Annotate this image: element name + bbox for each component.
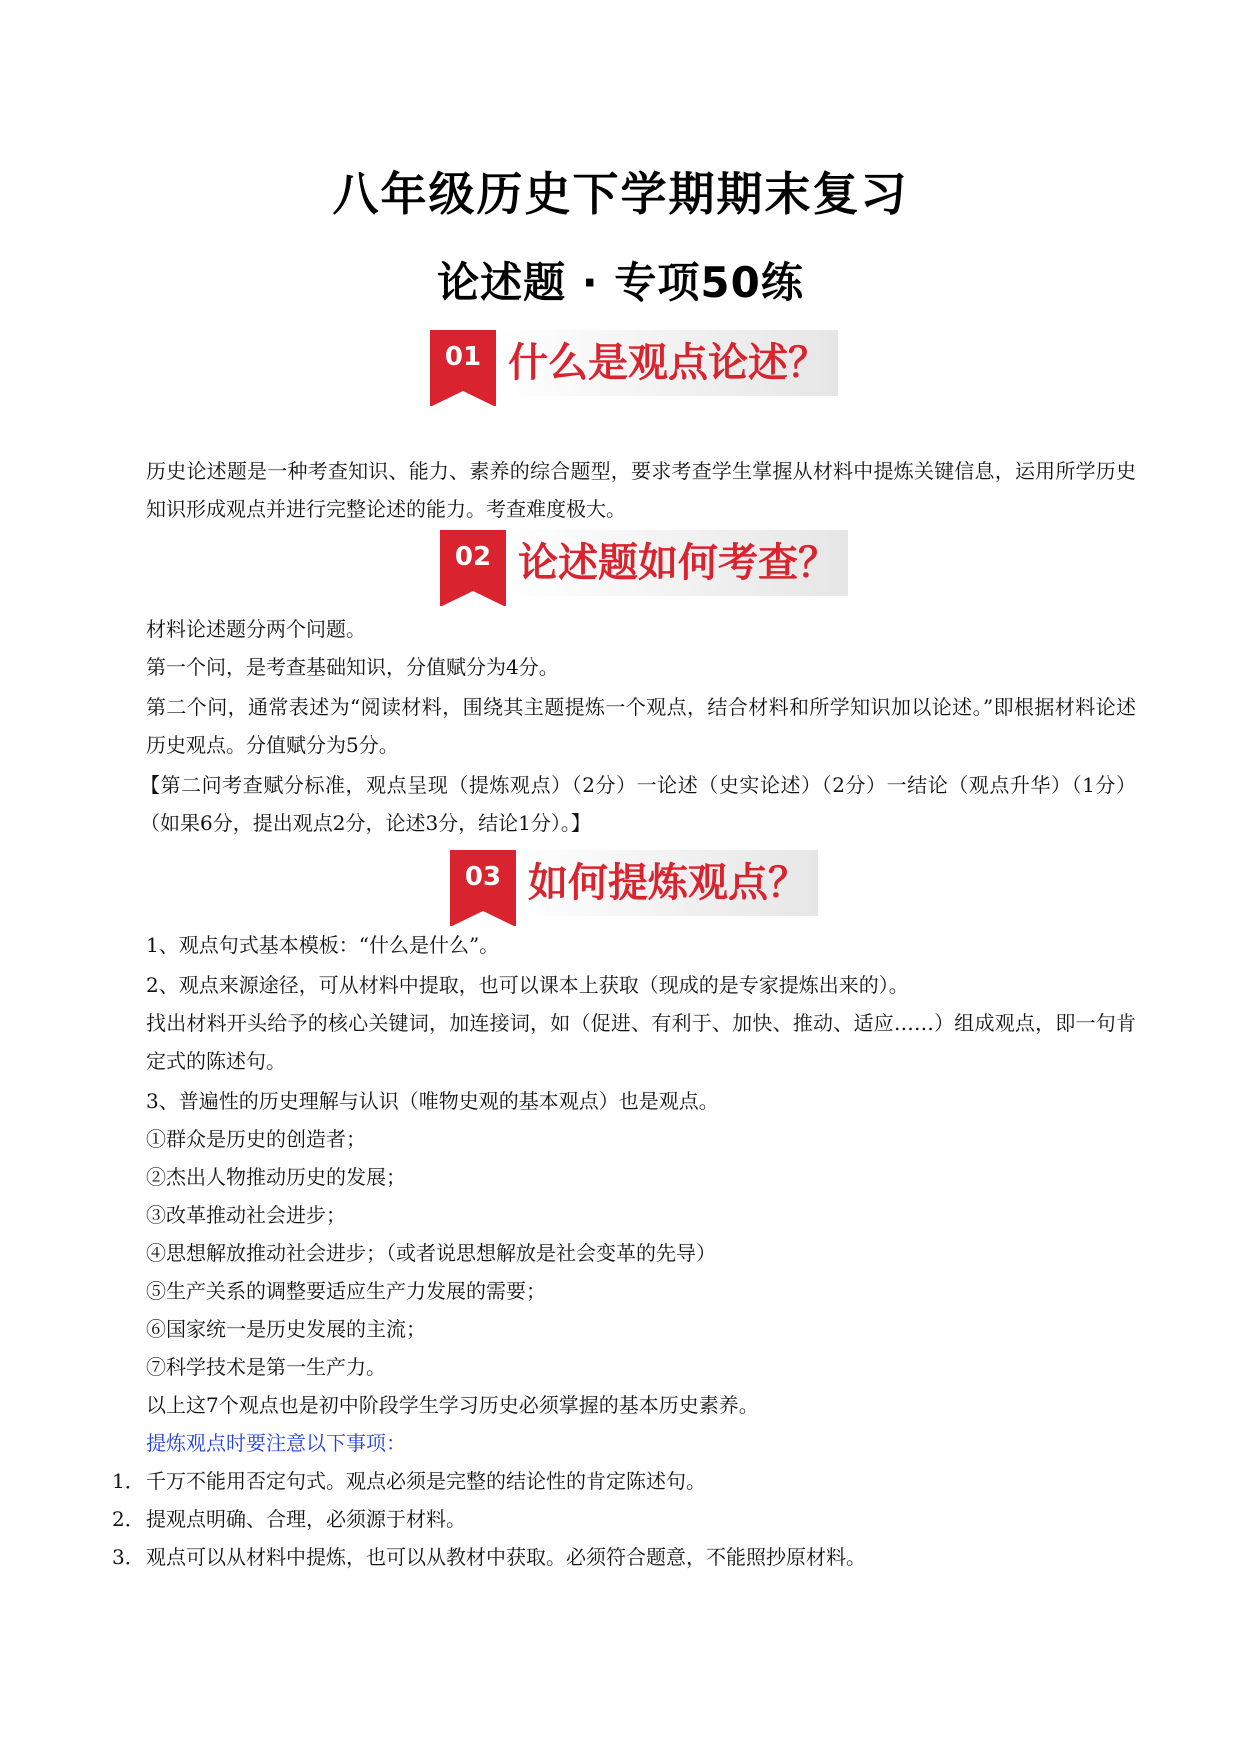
section-heading: 如何提炼观点？ bbox=[516, 850, 818, 916]
section-number: 03 bbox=[464, 862, 502, 892]
viewpoint-item: ②杰出人物推动历史的发展； bbox=[146, 1165, 406, 1189]
section-heading: 论述题如何考查？ bbox=[506, 530, 848, 596]
section-number: 02 bbox=[454, 542, 492, 572]
viewpoint-item: ⑦科学技术是第一生产力。 bbox=[146, 1355, 386, 1379]
viewpoint-item: ①群众是历史的创造者； bbox=[146, 1127, 366, 1151]
note-text: 观点可以从材料中提炼，也可以从教材中获取。必须符合题意，不能照抄原材料。 bbox=[146, 1545, 866, 1569]
text-line: 材料论述题分两个问题。 bbox=[146, 617, 366, 641]
viewpoint-item: ⑤生产关系的调整要适应生产力发展的需要； bbox=[146, 1279, 546, 1303]
section-number: 01 bbox=[444, 342, 482, 372]
viewpoint-item: ③改革推动社会进步； bbox=[146, 1203, 346, 1227]
note-number: 3． bbox=[112, 1545, 145, 1569]
section-banner-01 bbox=[430, 330, 838, 406]
summary-line: 以上这7个观点也是初中阶段学生学习历史必须掌握的基本历史素养。 bbox=[146, 1393, 759, 1417]
text-line: 2、观点来源途径，可从材料中提取，也可以课本上获取（现成的是专家提炼出来的）。 bbox=[146, 973, 909, 997]
document-title: 八年级历史下学期期末复习 bbox=[332, 167, 909, 221]
note-item bbox=[112, 1500, 1132, 1538]
text-line: 3、普遍性的历史理解与认识（唯物史观的基本观点）也是观点。 bbox=[146, 1089, 719, 1113]
section-banner-02 bbox=[440, 530, 848, 606]
section-badge bbox=[440, 530, 506, 606]
section-banner-03 bbox=[450, 850, 818, 926]
note-text: 提观点明确、合理，必须源于材料。 bbox=[146, 1507, 466, 1531]
text-line: 1、观点句式基本模板：“什么是什么”。 bbox=[146, 933, 500, 957]
viewpoint-item: ⑥国家统一是历史发展的主流； bbox=[146, 1317, 426, 1341]
note-item bbox=[112, 1538, 1132, 1576]
note-text: 千万不能用否定句式。观点必须是完整的结论性的肯定陈述句。 bbox=[146, 1469, 706, 1493]
section-heading: 什么是观点论述？ bbox=[496, 330, 838, 396]
note-item bbox=[112, 1462, 1132, 1500]
definition-paragraph: 历史论述题是一种考查知识、能力、素养的综合题型，要求考查学生掌握从材料中提炼关键信息，运用所学历史知识形成观点并进行完整论述的能力。考查难度极大。 bbox=[146, 459, 1136, 521]
text-paragraph: 找出材料开头给予的核心关键词，加连接词，如（促进、有利于、加快、推动、适应……）组成观点，即一句肯定式的陈述句。 bbox=[146, 1011, 1136, 1073]
viewpoint-item: ④思想解放推动社会进步；（或者说思想解放是社会变革的先导） bbox=[146, 1241, 716, 1265]
section-badge bbox=[430, 330, 496, 406]
note-number: 1． bbox=[112, 1469, 145, 1493]
note-number: 2． bbox=[112, 1507, 145, 1531]
text-paragraph: 第二个问，通常表述为“阅读材料，围绕其主题提炼一个观点，结合材料和所学知识加以论述。”即根据材料论述历史观点。分值赋分为5分。 bbox=[146, 695, 1136, 757]
section-badge bbox=[450, 850, 516, 926]
scoring-criteria: 【第二问考查赋分标准，观点呈现（提炼观点）（2分）一论述（史实论述）（2分）一结论（观点升华）（1分）（如果6分，提出观点2分，论述3分，结论1分）。】 bbox=[140, 773, 1136, 835]
notes-heading: 提炼观点时要注意以下事项： bbox=[146, 1431, 406, 1455]
document-subtitle: 论述题 · 专项50练 bbox=[437, 258, 804, 307]
text-line: 第一个问，是考查基础知识，分值赋分为4分。 bbox=[146, 655, 559, 679]
